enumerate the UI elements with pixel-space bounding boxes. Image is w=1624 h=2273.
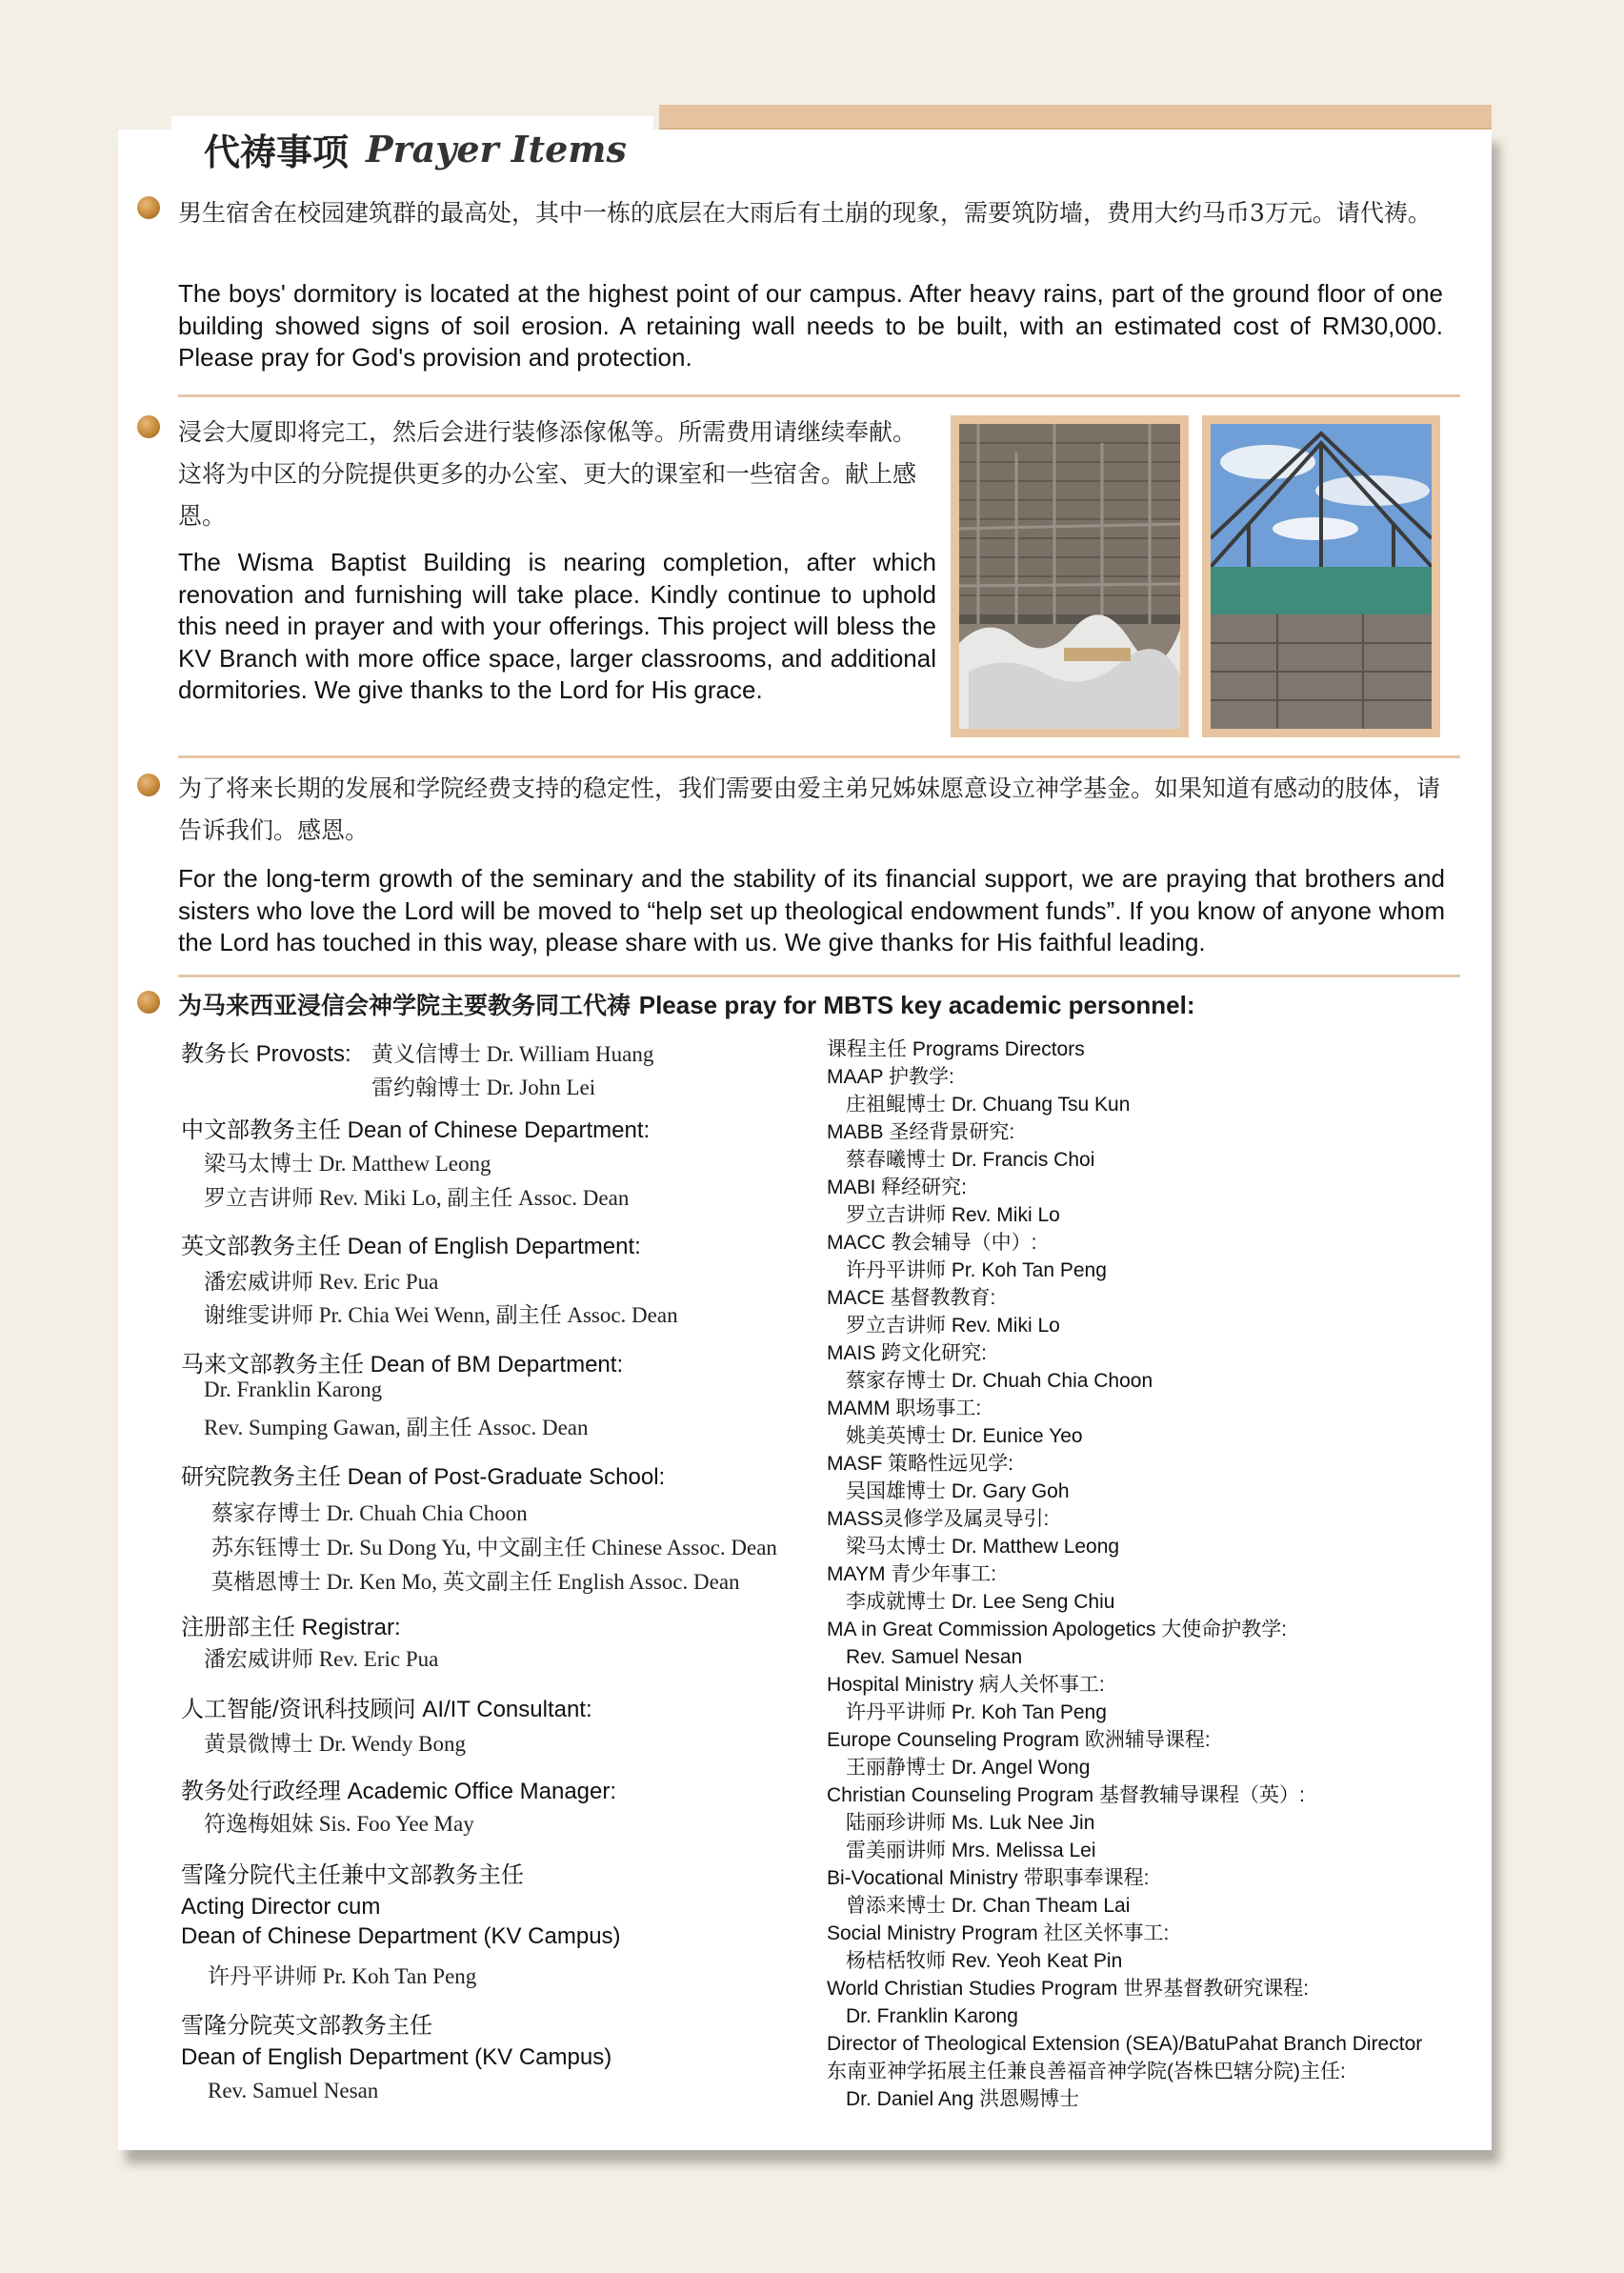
- provost-name-1: 黄义信博士 Dr. William Huang: [371, 1042, 654, 1066]
- bm-dept-name-1: Dr. Franklin Karong: [204, 1378, 383, 1401]
- personnel-heading: [178, 987, 1195, 1021]
- program-label: MAMM 职场事工:: [827, 1398, 982, 1419]
- kv-acting-director-en-1: Acting Director cum: [181, 1894, 381, 1920]
- program-director-name: 蔡家存博士 Dr. Chuah Chia Choon: [846, 1370, 1153, 1392]
- registrar-name: 潘宏威讲师 Rev. Eric Pua: [204, 1647, 439, 1671]
- program-director-name: 庄祖鲲博士 Dr. Chuang Tsu Kun: [846, 1094, 1131, 1116]
- english-dept-name-2: 谢维雯讲师 Pr. Chia Wei Wenn, 副主任 Assoc. Dean: [204, 1303, 678, 1327]
- program-label: Hospital Ministry 病人关怀事工:: [827, 1674, 1105, 1696]
- construction-photo-roof: [1202, 415, 1440, 737]
- program-label: MASS灵修学及属灵导引:: [827, 1508, 1050, 1530]
- item-1-chinese: 男生宿舍在校园建筑群的最高处，其中一栋的底层在大雨后有土崩的现象，需要筑防墙，费用大约马币3万元。请代祷。: [178, 199, 1432, 227]
- program-director-name: Dr. Franklin Karong: [846, 2005, 1018, 2027]
- program-label: Christian Counseling Program 基督教辅导课程（英）:: [827, 1784, 1305, 1806]
- program-label: Social Ministry Program 社区关怀事工:: [827, 1922, 1170, 1944]
- pg-school-name-3: 莫楷恩博士 Dr. Ken Mo, 英文副主任 English Assoc. Dean: [211, 1570, 740, 1594]
- bullet-icon: [137, 196, 160, 219]
- program-label: MAYM 青少年事工:: [827, 1563, 997, 1585]
- program-director-name: 罗立吉讲师 Rev. Miki Lo: [846, 1204, 1060, 1226]
- program-director-name: 许丹平讲师 Pr. Koh Tan Peng: [846, 1259, 1107, 1281]
- program-label: Bi-Vocational Ministry 带职事奉课程:: [827, 1867, 1150, 1889]
- divider: [178, 755, 1460, 758]
- program-director-name: Dr. Daniel Ang 洪恩赐博士: [846, 2088, 1080, 2110]
- chinese-dept-label: 中文部教务主任 Dean of Chinese Department:: [181, 1117, 651, 1143]
- program-label: MAAP 护教学:: [827, 1066, 954, 1088]
- academic-office-label: 教务处行政经理 Academic Office Manager:: [181, 1779, 617, 1804]
- title-english: Prayer Items: [366, 127, 627, 171]
- program-director-name: 王丽静博士 Dr. Angel Wong: [846, 1757, 1091, 1779]
- registrar-label: 注册部主任 Registrar:: [181, 1615, 401, 1640]
- personnel-heading-english: Please pray for MBTS key academic personnel:: [638, 991, 1195, 1019]
- title-chinese: 代祷事项: [204, 131, 350, 173]
- program-label: Europe Counseling Program 欧洲辅导课程:: [827, 1729, 1211, 1751]
- program-director-name: 罗立吉讲师 Rev. Miki Lo: [846, 1315, 1060, 1337]
- program-director-name: 姚美英博士 Dr. Eunice Yeo: [846, 1425, 1083, 1447]
- construction-photo-interior: [951, 415, 1189, 737]
- divider: [178, 975, 1460, 977]
- item-1-english: The boys' dormitory is located at the highest point of our campus. After heavy rains, part of the ground floor of one building showed signs of soil erosion. A retaining wall needs to be built, with an estimated cost of RM30,000. Please pray for God's provision and protection.: [178, 279, 1443, 372]
- pg-school-name-2: 苏东钰博士 Dr. Su Dong Yu, 中文副主任 Chinese Assoc. Dean: [211, 1536, 777, 1559]
- program-label: MA in Great Commission Apologetics 大使命护教学:: [827, 1619, 1288, 1640]
- kv-english-dean-zh: 雪隆分院英文部教务主任: [181, 2012, 432, 2039]
- pg-school-name-1: 蔡家存博士 Dr. Chuah Chia Choon: [211, 1501, 528, 1525]
- program-label: MACC 教会辅导（中）:: [827, 1232, 1037, 1254]
- program-director-name: 蔡春曦博士 Dr. Francis Choi: [846, 1149, 1095, 1171]
- kv-english-dean-en: Dean of English Department (KV Campus): [181, 2044, 612, 2070]
- page-title: [171, 116, 653, 181]
- divider: [178, 394, 1460, 397]
- program-director-name: 李成就博士 Dr. Lee Seng Chiu: [846, 1591, 1115, 1613]
- program-director-name: 陆丽珍讲师 Ms. Luk Nee Jin: [846, 1812, 1095, 1834]
- bullet-icon: [137, 774, 160, 796]
- program-label: 东南亚神学拓展主任兼良善福音神学院(峇株巴辖分院)主任:: [827, 2061, 1346, 2082]
- provost-name-2: 雷约翰博士 Dr. John Lei: [371, 1076, 596, 1099]
- program-label: MACE 基督教教育:: [827, 1287, 996, 1309]
- item-2-chinese: 浸会大厦即将完工，然后会进行装修添傢俬等。所需费用请继续奉献。这将为中区的分院提供更多的办公室、更大的课室和一些宿舍。献上感恩。: [178, 418, 917, 530]
- program-label: MASF 策略性远见学:: [827, 1453, 1014, 1475]
- kv-acting-director-en-2: Dean of Chinese Department (KV Campus): [181, 1923, 621, 1949]
- bm-dept-label: 马来文部教务主任 Dean of BM Department:: [181, 1352, 624, 1378]
- ai-it-name: 黄景微博士 Dr. Wendy Bong: [204, 1732, 467, 1756]
- program-director-name: 雷美丽讲师 Mrs. Melissa Lei: [846, 1840, 1096, 1861]
- item-3-english: For the long-term growth of the seminary and the stability of its financial support, we are praying that brothers and sisters who love the Lord will be moved to “help set up theological endowment funds”. If you know of anyone whom the Lord has touched in this way, please share with us. We give thanks for His faithful leading.: [178, 864, 1445, 956]
- chinese-dept-name-1: 梁马太博士 Dr. Matthew Leong: [204, 1152, 491, 1176]
- program-director-name: 梁马太博士 Dr. Matthew Leong: [846, 1536, 1120, 1558]
- kv-acting-director-name: 许丹平讲师 Pr. Koh Tan Peng: [208, 1964, 477, 1988]
- program-director-name: 吴国雄博士 Dr. Gary Goh: [846, 1480, 1070, 1502]
- item-3-chinese: 为了将来长期的发展和学院经费支持的稳定性，我们需要由爱主弟兄姊妹愿意设立神学基金。如果知道有感动的肢体，请告诉我们。感恩。: [178, 774, 1441, 844]
- personnel-heading-chinese: 为马来西亚浸信会神学院主要教务同工代祷: [178, 992, 632, 1019]
- academic-office-name: 符逸梅姐妹 Sis. Foo Yee May: [204, 1812, 474, 1836]
- program-label: Director of Theological Extension (SEA)/BatuPahat Branch Director: [827, 2033, 1423, 2055]
- program-label: MABI 释经研究:: [827, 1177, 968, 1198]
- bm-dept-name-2: Rev. Sumping Gawan, 副主任 Assoc. Dean: [204, 1416, 589, 1439]
- program-label: 课程主任 Programs Directors: [827, 1038, 1085, 1060]
- kv-english-dean-name: Rev. Samuel Nesan: [208, 2079, 379, 2102]
- program-director-name: 许丹平讲师 Pr. Koh Tan Peng: [846, 1701, 1107, 1723]
- english-dept-name-1: 潘宏威讲师 Rev. Eric Pua: [204, 1270, 439, 1294]
- bullet-icon: [137, 415, 160, 438]
- ai-it-label: 人工智能/资讯科技顾问 AI/IT Consultant:: [181, 1697, 592, 1722]
- pg-school-label: 研究院教务主任 Dean of Post-Graduate School:: [181, 1464, 666, 1490]
- chinese-dept-name-2: 罗立吉讲师 Rev. Miki Lo, 副主任 Assoc. Dean: [204, 1186, 630, 1210]
- program-label: MAIS 跨文化研究:: [827, 1342, 988, 1364]
- bullet-icon: [137, 991, 160, 1014]
- program-director-name: Rev. Samuel Nesan: [846, 1646, 1023, 1668]
- programs-directors-list: [827, 1036, 1484, 2113]
- program-director-name: 曾添来博士 Dr. Chan Theam Lai: [846, 1895, 1131, 1917]
- item-2-english: The Wisma Baptist Building is nearing completion, after which renovation and furnishing will take place. Kindly continue to uphold this need in prayer and with your offerings. This project will bless the KV Branch with more office space, larger classrooms, and additional dormitories. We give thanks to the Lord for His grace.: [178, 548, 936, 704]
- kv-acting-director-zh: 雪隆分院代主任兼中文部教务主任: [181, 1861, 524, 1888]
- program-label: MABB 圣经背景研究:: [827, 1121, 1015, 1143]
- program-label: World Christian Studies Program 世界基督教研究课程:: [827, 1978, 1310, 2000]
- provost-label: 教务长 Provosts:: [181, 1041, 351, 1067]
- program-director-name: 杨桔栝牧师 Rev. Yeoh Keat Pin: [846, 1950, 1123, 1972]
- english-dept-label: 英文部教务主任 Dean of English Department:: [181, 1234, 641, 1259]
